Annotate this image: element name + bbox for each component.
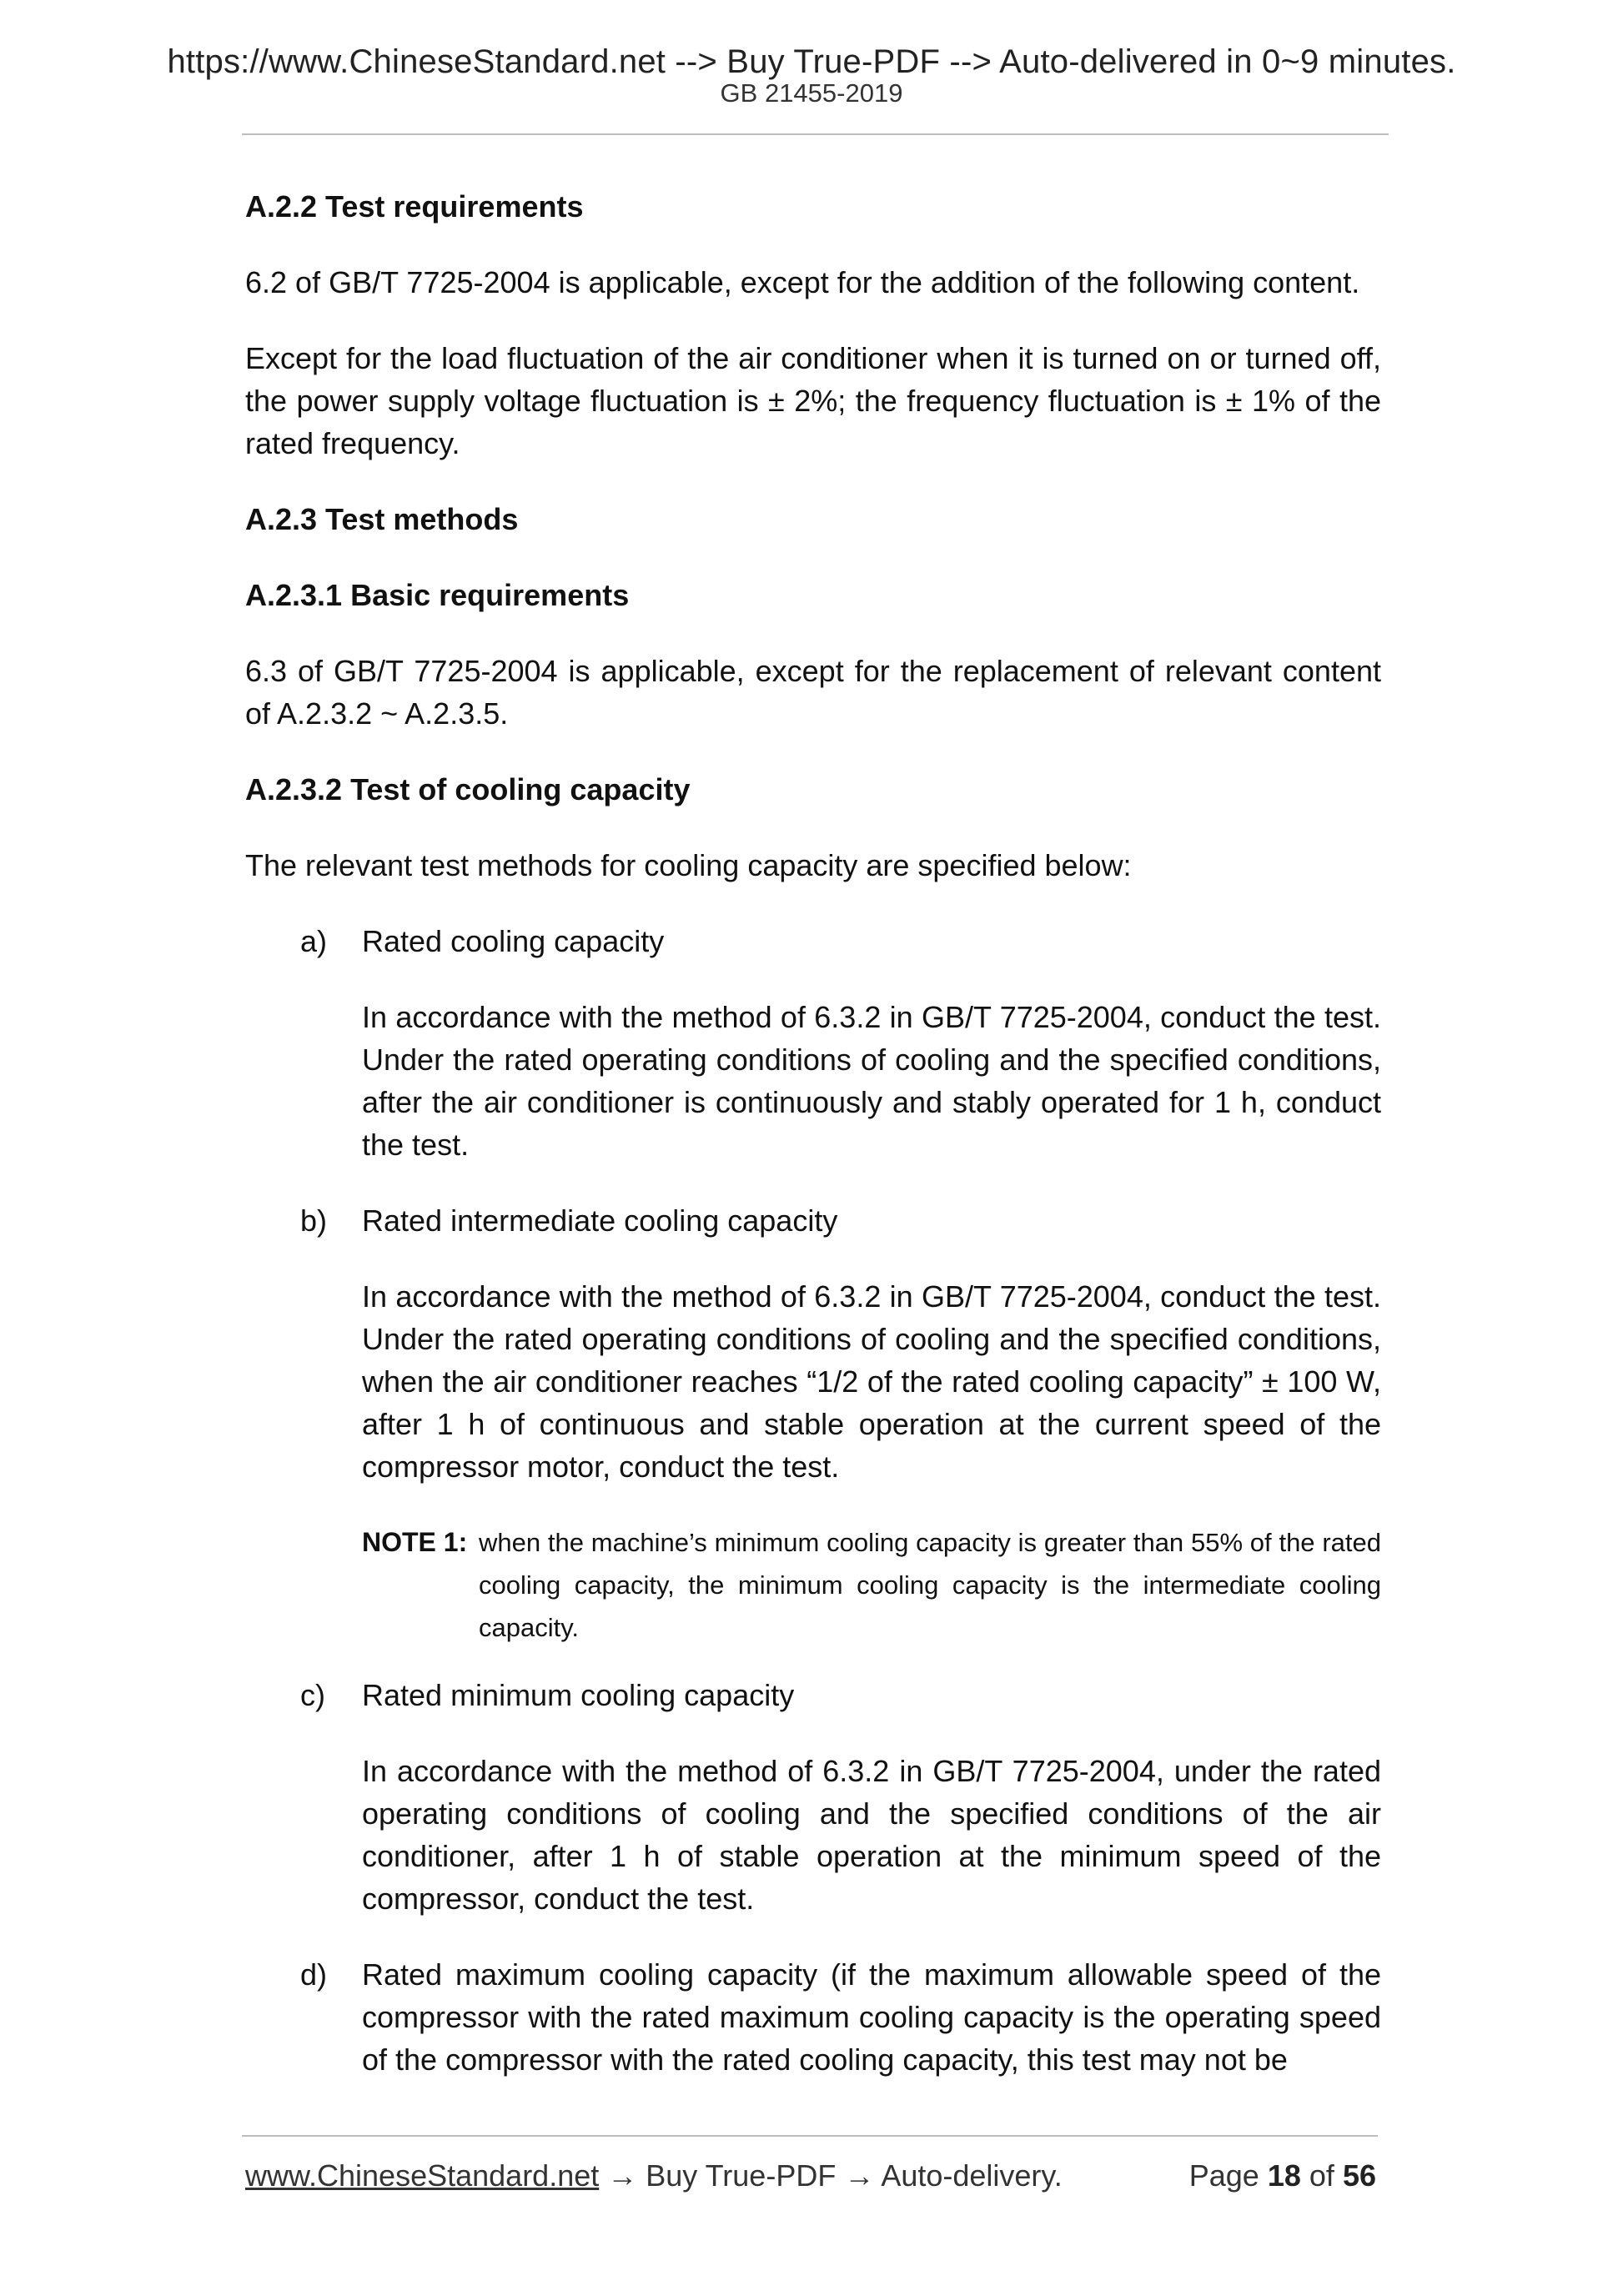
paragraph: 6.2 of GB/T 7725-2004 is applicable, except for the addition of the following content.	[245, 265, 1360, 299]
page-info	[1189, 2158, 1376, 2193]
banner: https://www.ChineseStandard.net --> Buy True-PDF --> Auto-delivered in 0~9 minutes.	[167, 43, 1456, 80]
list-item	[245, 1953, 1381, 2081]
page-total: 56	[1342, 2158, 1376, 2193]
note	[245, 1521, 1381, 1649]
list-marker: c)	[300, 1678, 325, 1712]
list-marker: a)	[300, 924, 328, 958]
paragraph: Except for the load fluctuation of the air conditioner when it is turned on or turned off, the power supply voltage fluctuation is ± 2%; the frequency fluctuation is ± 1% of the rated frequency.	[245, 341, 1381, 460]
header-divider	[242, 133, 1389, 135]
site-link[interactable]: www.ChineseStandard.net	[245, 2158, 600, 2193]
heading-a23: A.2.3 Test methods	[245, 502, 519, 536]
note-label: NOTE 1:	[362, 1527, 468, 1557]
footer-tagline: → Buy True-PDF → Auto-delivery.	[599, 2158, 1063, 2193]
document-id: GB 21455-2019	[720, 78, 903, 108]
paragraph: The relevant test methods for cooling capacity are specified below:	[245, 848, 1132, 882]
list-item	[245, 1674, 1381, 1716]
paragraph: 6.3 of GB/T 7725-2004 is applicable, except for the replacement of relevant content of A.2.3.2 ~ A.2.3.5.	[245, 654, 1381, 731]
list-marker: b)	[300, 1203, 328, 1238]
list-marker: d)	[300, 1957, 328, 1992]
list-item-text: In accordance with the method of 6.3.2 in GB/T 7725-2004, under the rated operating conditions of cooling and the specified conditions of the air conditioner, after 1 h of stable operation at the minimum speed of the compressor, conduct the test.	[362, 1754, 1381, 1916]
list-item-title: Rated maximum cooling capacity (if the maximum allowable speed of the compressor with the rated maximum cooling capacity is the operating speed of the compressor with the rated cooling capacity, this test may not be	[362, 1957, 1381, 2077]
note-text: when the machine’s minimum cooling capacity is greater than 55% of the rated cooling capacity, the minimum cooling capacity is the intermediate cooling capacity.	[479, 1528, 1381, 1642]
page-label: Page	[1188, 2158, 1259, 2193]
list-item-title: Rated cooling capacity	[362, 924, 665, 958]
page-content	[245, 185, 1381, 2114]
footer-divider	[242, 2135, 1378, 2137]
footer	[245, 2158, 1376, 2193]
page-number: 18	[1267, 2158, 1301, 2193]
list-item-text: In accordance with the method of 6.3.2 in GB/T 7725-2004, conduct the test. Under the rated operating conditions of cooling and the specified conditions, when the air conditioner reaches “1/2 of the rated cooling capacity” ± 100 W, after 1 h of continuous and stable operation at the current speed of the compressor motor, conduct the test.	[362, 1279, 1381, 1484]
list-item-title: Rated intermediate cooling capacity	[362, 1203, 838, 1238]
heading-a22: A.2.2 Test requirements	[245, 189, 584, 224]
of-label: of	[1309, 2158, 1334, 2193]
list-item-title: Rated minimum cooling capacity	[362, 1678, 795, 1712]
list-item	[245, 920, 1381, 962]
heading-a232: A.2.3.2 Test of cooling capacity	[245, 772, 691, 806]
list-item	[245, 1199, 1381, 1242]
list-item-text: In accordance with the method of 6.3.2 in GB/T 7725-2004, conduct the test. Under the rated operating conditions of cooling and the specified conditions, after the air conditioner is continuously and stably operated for 1 h, conduct the test.	[362, 1000, 1381, 1162]
heading-a231: A.2.3.1 Basic requirements	[245, 578, 630, 612]
